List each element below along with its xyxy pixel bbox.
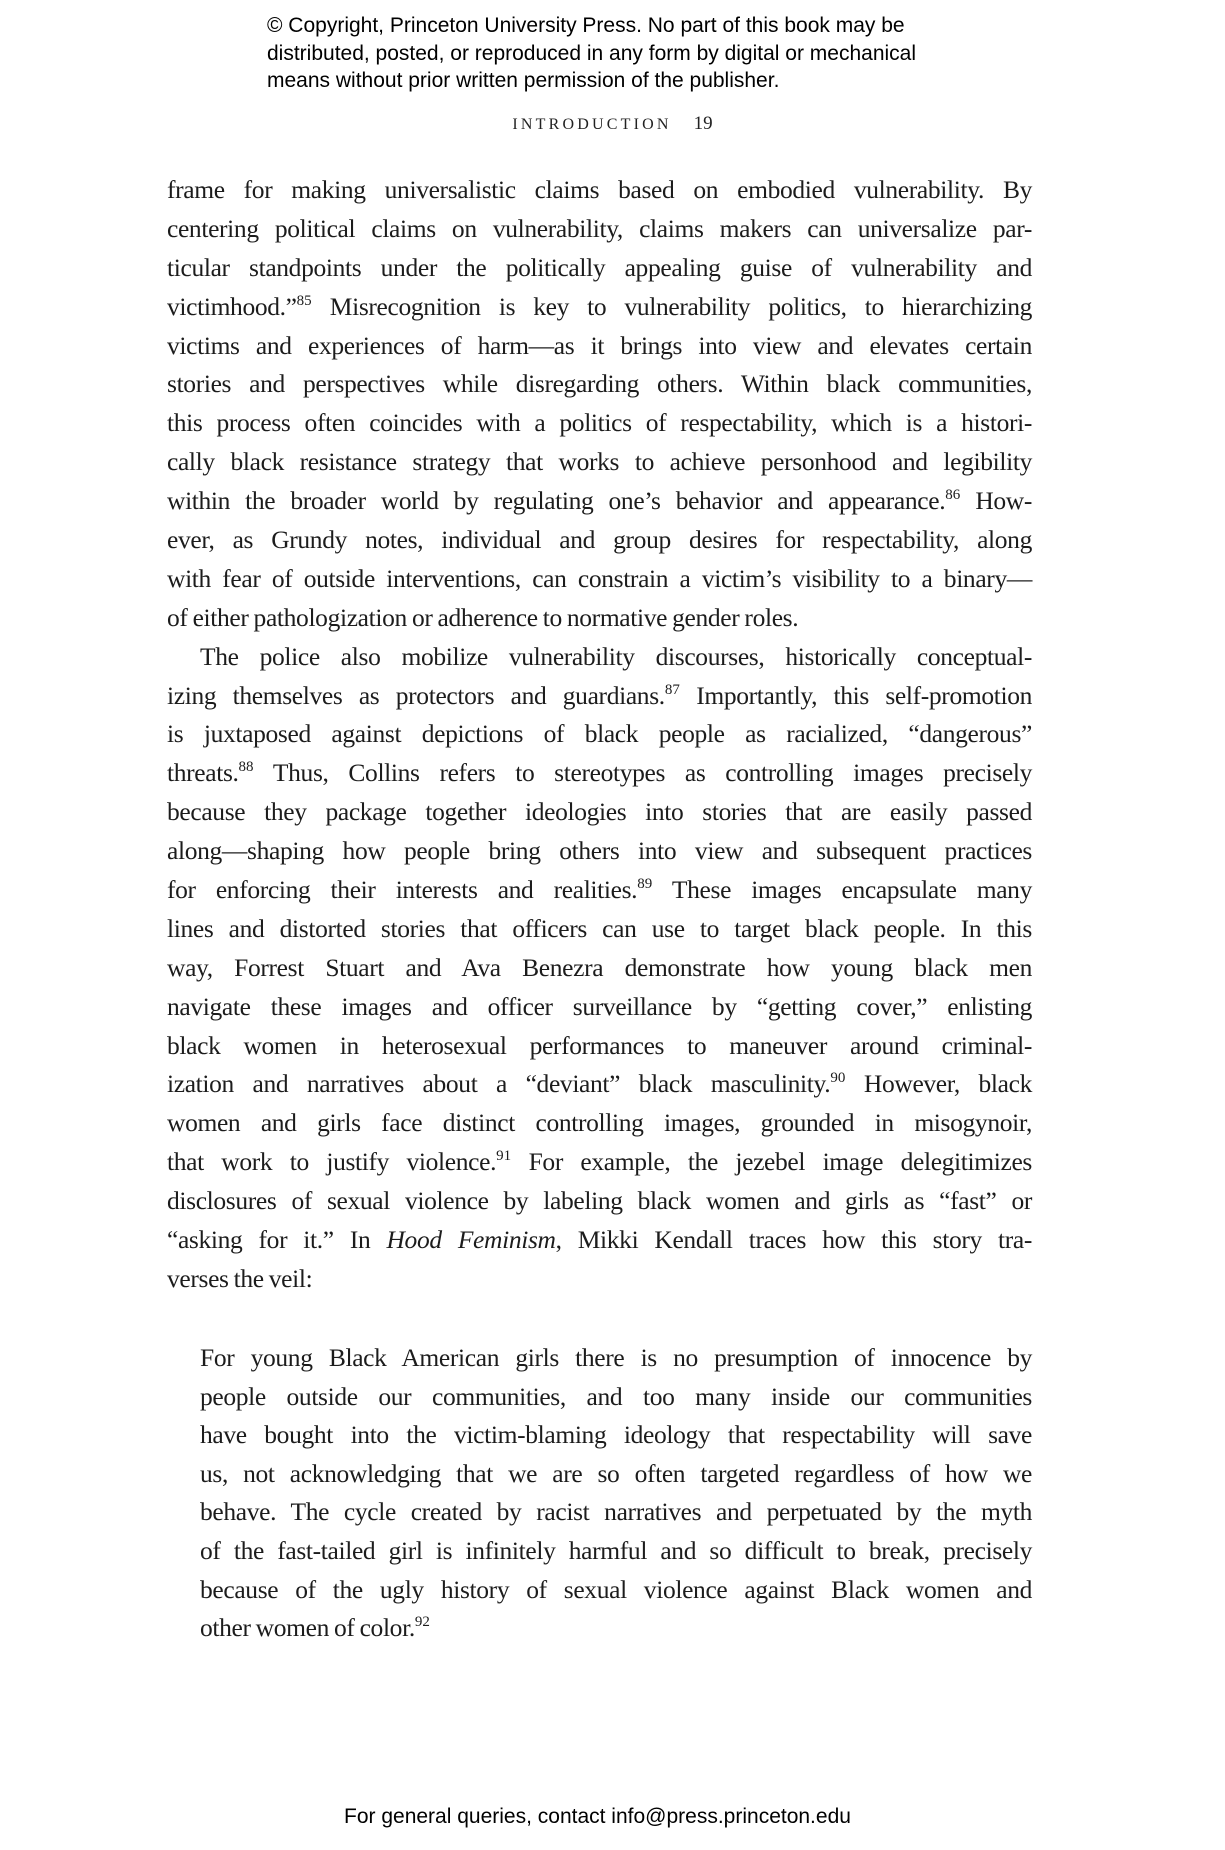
line-text: ization and narratives about a “deviant” black masculinity. (167, 1069, 831, 1099)
line-text: within the broader world by regulating one’s behavior and appearance. (167, 486, 946, 516)
line-text: that work to justify violence. (167, 1147, 497, 1177)
page-number: 19 (693, 113, 713, 134)
text-line: ticular standpoints under the politically appealing guise of vulnerability and (167, 252, 1032, 282)
text-line: verses the veil: (167, 1263, 313, 1293)
text-line: along—shaping how people bring others into view and subsequent practices (167, 836, 1032, 866)
text-line: The police also mobilize vulnerability discourses, historically conceptual- (200, 641, 1032, 671)
line-text: Importantly, this self-promotion (679, 680, 1033, 710)
text-line: is juxtaposed against depictions of black people as racialized, “dangerous” (167, 719, 1032, 749)
text-line: lines and distorted stories that officers can use to target black people. In this (167, 913, 1032, 943)
line-text: For example, the jezebel image delegitimizes (511, 1147, 1032, 1177)
line-text: izing themselves as protectors and guardians. (167, 680, 665, 710)
text-line (167, 677, 1032, 716)
footnote-ref[interactable]: 89 (637, 876, 653, 893)
text-line: centering political claims on vulnerability, claims makers can universalize par- (167, 213, 1032, 243)
quote-line: For young Black American girls there is no presumption of innocence by (200, 1343, 1032, 1372)
text-line (167, 1143, 1032, 1182)
copyright-notice (267, 12, 987, 95)
paragraph-2 (167, 638, 1032, 1299)
block-quote (200, 1339, 1032, 1648)
footer-contact: For general queries, contact info@press.princeton.edu (344, 1805, 851, 1828)
copyright-line: means without prior written permission of the publisher. (267, 69, 780, 92)
line-text: These images encapsulate many (652, 875, 1032, 905)
text-line (167, 1065, 1032, 1104)
line-text: Misrecognition is key to vulnerability politics, to hierarchizing (311, 291, 1032, 321)
main-text (167, 171, 1032, 1299)
quote-line: us, not acknowledging that we are so often targeted regardless of how we (200, 1458, 1032, 1488)
footnote-ref[interactable]: 91 (496, 1148, 512, 1165)
quote-line: of the fast-tailed girl is infinitely harmful and so difficult to break, precisely (200, 1535, 1032, 1565)
text-line: navigate these images and officer surveillance by “getting cover,” enlisting (167, 991, 1032, 1021)
text-line: way, Forrest Stuart and Ava Benezra demonstrate how young black men (167, 952, 1032, 982)
quote-line: people outside our communities, and too many inside our communities (200, 1381, 1032, 1411)
quote-line (200, 1609, 1032, 1648)
line-text: for enforcing their interests and realities. (167, 875, 638, 905)
text-line (167, 288, 1032, 327)
footnote-ref[interactable]: 88 (238, 759, 254, 776)
text-line: of either pathologization or adherence to normative gender roles. (167, 602, 799, 632)
line-text: Thus, Collins refers to stereotypes as controlling images precisely (253, 758, 1032, 788)
text-line: because they package together ideologies into stories that are easily passed (167, 797, 1032, 827)
text-line: cally black resistance strategy that works to achieve personhood and legibility (167, 447, 1032, 477)
text-line (167, 482, 1032, 521)
line-text: victimhood.” (167, 291, 297, 321)
text-line: stories and perspectives while disregarding others. Within black communities, (167, 369, 1032, 399)
text-line: women and girls face distinct controlling images, grounded in misogynoir, (167, 1108, 1032, 1138)
footnote-ref[interactable]: 90 (830, 1070, 846, 1087)
footnote-ref[interactable]: 87 (664, 681, 680, 698)
line-text: How- (960, 486, 1032, 516)
copyright-line: distributed, posted, or reproduced in any form by digital or mechanical (267, 41, 917, 65)
footnote-ref[interactable]: 86 (945, 487, 961, 504)
book-title: Hood Feminism (386, 1225, 556, 1255)
footnote-ref[interactable]: 85 (296, 292, 312, 309)
line-text: , Mikki Kendall traces how this story tra- (555, 1225, 1033, 1255)
text-line (167, 1221, 1032, 1260)
line-text: However, black (845, 1069, 1032, 1099)
text-line (167, 754, 1032, 793)
quote-line: behave. The cycle created by racist narratives and perpetuated by the myth (200, 1497, 1032, 1527)
text-line: disclosures of sexual violence by labeling black women and girls as “fast” or (167, 1186, 1032, 1216)
text-line: frame for making universalistic claims based on embodied vulnerability. By (167, 175, 1032, 204)
copyright-line: © Copyright, Princeton University Press. No part of this book may be (267, 14, 905, 37)
line-text: “asking for it.” In (167, 1225, 387, 1255)
quote-line: because of the ugly history of sexual violence against Black women and (200, 1574, 1032, 1604)
line-text: threats. (167, 758, 239, 788)
running-head-title: INTRODUCTION (512, 116, 672, 133)
text-line: with fear of outside interventions, can constrain a victim’s visibility to a binary— (167, 563, 1032, 593)
footnote-ref[interactable]: 92 (414, 1614, 430, 1631)
text-line: this process often coincides with a politics of respectability, which is a histori- (167, 408, 1032, 438)
paragraph-1 (167, 171, 1032, 638)
text-line: victims and experiences of harm—as it brings into view and elevates certain (167, 330, 1032, 360)
line-text: other women of color. (200, 1613, 415, 1643)
text-line (167, 871, 1032, 910)
text-line: black women in heterosexual performances to maneuver around criminal- (167, 1030, 1032, 1060)
running-head (0, 113, 1225, 135)
text-line: ever, as Grundy notes, individual and group desires for respectability, along (167, 525, 1032, 555)
quote-line: have bought into the victim-blaming ideology that respectability will save (200, 1420, 1032, 1450)
